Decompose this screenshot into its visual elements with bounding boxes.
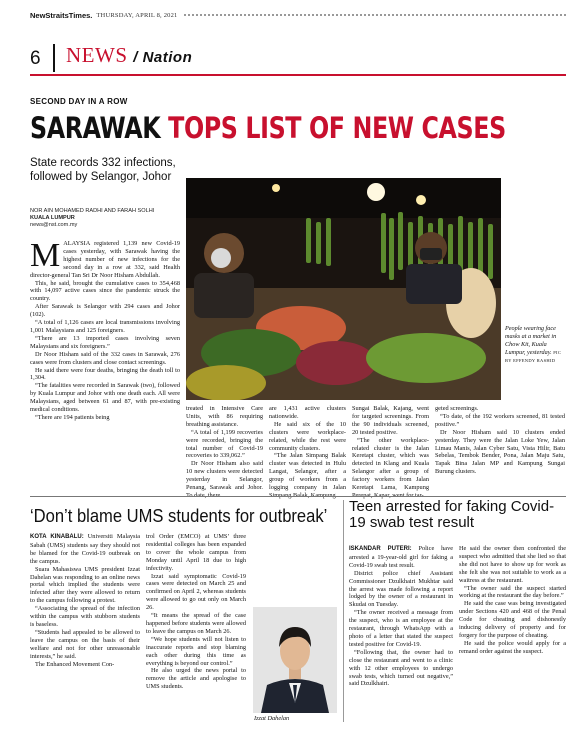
photo-caption-text: People wearing face masks at a market in Chow Kit, Kuala Lumpur, yesterday. <box>505 325 557 356</box>
paragraph: are 1,431 active clusters nationwide. <box>269 405 346 420</box>
market-photo-illustration <box>186 178 501 400</box>
photo-caption <box>505 325 565 365</box>
paragraph: “The owner said the suspect started working at the restaurant the day before.” <box>459 584 566 600</box>
paragraph: He said six of the 10 clusters were workplace-related, while the rest were community clusters. <box>269 420 346 452</box>
page-number: 6 <box>30 48 41 69</box>
paragraph: “Following that, the owner had to close the restaurant and went to a clinic with 12 other employees to undergo swab tests, which turned out negative,” said Dzulkhairi. <box>349 648 453 688</box>
paragraph: He said the police would apply for a remand order against the suspect. <box>459 639 566 655</box>
paragraph: “It means the spread of the case happened before students were allowed to leave the campus on March 26. <box>146 612 246 635</box>
paragraph: “To date, of the 192 workers screened, 81 tested positive.” <box>435 412 565 428</box>
paragraph: After Sarawak is Selangor with 294 cases and Johor (102). <box>30 303 180 319</box>
paragraph: “The Jalan Simpang Balak cluster was detected in Hulu Langat, Selangor, after a group of workers from a logging company in Jalan <box>269 452 346 492</box>
paragraph: “We hope students will not listen to inaccurate reports and stop blaming each other during this time as everything is beyond our control.” <box>146 635 246 667</box>
byline-authors: NOR AIN MOHAMED RADHI AND FARAH SOLHI <box>30 208 155 214</box>
paragraph: He said the case was being investigated under Sections 420 and 468 of the Penal Code for cheating and dishonestly inducing delivery of property and for forgery for the purpose of cheating. <box>459 600 566 639</box>
ums-headline: ‘Don’t blame UMS students for outbreak’ <box>30 506 328 526</box>
publication-name: NewStraitsTimes. <box>30 10 93 20</box>
paragraph: “Associating the spread of the infection within the campus with stubborn students is baseless. <box>30 605 140 628</box>
portrait-caption: Izzat Dahelan <box>254 715 290 722</box>
main-story-column-3 <box>269 405 346 500</box>
byline <box>30 208 180 229</box>
paragraph: “The fatalities were recorded in Sarawak (two), followed by Kuala Lumpur and Johor with one death each. All were Malaysians, aged between 61 and 87, with pre-existing medical conditions. <box>30 382 180 414</box>
paragraph: Universiti Malaysia Sabah (UMS) students say they should not be blamed for the Covid-19 outbreak on the campus. <box>30 533 141 565</box>
teen-column-2 <box>459 545 566 656</box>
paragraph: The Enhanced Movement Con- <box>35 660 115 668</box>
teen-column-1 <box>349 545 453 688</box>
paragraph: “Students had appealed to be allowed to leave the campus on the basis of their welfare and not for other unreasonable interests,” he said. <box>30 628 140 660</box>
market-photo <box>186 178 501 400</box>
paragraph: Police have arrested a 19-year-old girl for faking a Covid-19 swab test result. <box>349 545 454 569</box>
portrait-illustration <box>253 607 337 713</box>
main-headline <box>30 110 506 146</box>
byline-email: news@nst.com.my <box>30 222 78 228</box>
paragraph: Dr Noor Hisham said 10 clusters ended yesterday. They were the Jalan Loke Yew, Jalan Limau Manis, Jalan Cyber Satu, Vista Hilir, Batu Sebelas, Tembok Bender, Pona, Jalan Maju Satu, Tapak Bina Jalan MP and Kampung Sungai Burung clusters. <box>435 428 565 476</box>
paragraph: Izzat said symptomatic Covid-19 cases were detected on March 25 and confirmed on April 2, whereas students were allowed to go out only on March 26. <box>146 572 246 612</box>
drop-cap: M <box>30 240 61 274</box>
paragraph: “The other workplace-related cluster is the Jalan Keretapi cluster, which was detected in Klang and Kuala Selangor after a group of factory workers from Jalan Keretapi Lama, Kampung <box>352 436 429 492</box>
issue-date: THURSDAY, APRIL 8, 2021 <box>96 11 178 19</box>
section-name: NEWS <box>66 43 128 67</box>
paragraph: “There are 194 patients being <box>35 413 110 421</box>
paragraph: This, he said, brought the cumulative cases to 354,468 with 14,097 active cases since the pandemic struck the country. <box>30 279 180 303</box>
story-deck: State records 332 infections, followed by Selangor, Johor <box>30 157 176 183</box>
paragraph: District police chief Assistant Commissioner Dzulkhairi Mukhtar said the arrest was made following a report lodged by the owner of a restaurant in Skudai on Tuesday. <box>349 569 453 609</box>
column-divider <box>343 500 344 722</box>
paragraph: “The owner received a message from the suspect, who is an employee at the restaurant, through WhatsApp with a photo of a letter that stated the suspect tested positive for Covid-19. <box>349 609 453 648</box>
divider <box>53 44 55 72</box>
paragraph: “A total of 1,199 recoveries were recorded, bringing the total number of Covid-19 recoveries to 339,062.” <box>186 428 263 460</box>
paragraph: Dr Noor Hisham also said 10 new clusters were detected yesterday in Selangor, Penang, Sarawak and Johor. <box>186 460 263 492</box>
paragraph: trol Order (EMCO) at UMS’ three residential colleges has been expanded to cover the whole campus from Monday until April 18 due to high infectivity. <box>146 533 246 572</box>
byline-place: KUALA LUMPUR <box>30 215 75 221</box>
paragraph: Suara Mahasiswa UMS president Izzat Dahelan was responding to an online news portal which implied the students were infected after they were allowed to return to the campus following a protest. <box>30 565 140 605</box>
portrait-photo <box>253 607 337 713</box>
dateline: ISKANDAR PUTERI: <box>349 546 412 552</box>
headline-part-black: SARAWAK <box>30 111 169 145</box>
dotted-rule <box>184 14 566 16</box>
paragraph: ALAYSIA registered 1,139 new Covid-19 cases yesterday, with Sarawak having the highest number of new infections for the second day in a row at 332, said Health director-general Tan Sri Dr Noor Hisham Abdullah. <box>30 240 180 279</box>
section-title: NEWS / Nation <box>66 43 193 67</box>
masthead-bar <box>30 8 566 22</box>
paragraph: geted screenings. <box>435 405 479 412</box>
ums-column-2 <box>146 533 246 691</box>
main-story-column-4 <box>352 405 429 500</box>
paragraph: “A total of 1,126 cases are local transmissions involving 1,001 Malaysians and 125 foreigners. <box>30 319 180 334</box>
photo-credit: PIC BY EFFENDY RASHID <box>505 350 562 363</box>
main-story-column-2 <box>186 405 263 500</box>
story-kicker: SECOND DAY IN A ROW <box>30 97 128 106</box>
subsection-name: Nation <box>142 49 193 66</box>
dateline: KOTA KINABALU: <box>30 534 84 540</box>
story-separator <box>30 496 566 497</box>
paragraph: “There are 13 imported cases involving seven Malaysians and six foreigners.” <box>30 334 180 350</box>
main-story-column-1 <box>30 240 180 422</box>
paragraph: He said the owner then confronted the suspect who admitted that she lied so that she did not have to show up for work as she felt she was not suitable to work as a waitress at the restaurant. <box>459 545 566 584</box>
main-story-column-5 <box>435 405 565 476</box>
headline-part-red: TOPS LIST OF NEW CASES <box>168 111 506 145</box>
ums-column-1 <box>30 533 140 668</box>
paragraph: treated in Intensive Care Units, with 86 requiring breathing assistance. <box>186 405 263 428</box>
paragraph: He also urged the news portal to remove the article and apologise to UMS students. <box>146 667 246 691</box>
paragraph: Sungai Balak, Kajang, went for targeted screenings. From the 90 individuals screened, 20 tested positive. <box>352 405 429 436</box>
paragraph: Dr Noor Hisham said of the 332 cases in Sarawak, 276 cases were from clusters and close contact screenings. <box>30 350 180 366</box>
section-rule <box>30 74 566 76</box>
teen-headline: Teen arrested for faking Covid-19 swab test result <box>349 498 555 531</box>
paragraph: He said there were four deaths, bringing the death toll to 1,304. <box>30 366 180 382</box>
